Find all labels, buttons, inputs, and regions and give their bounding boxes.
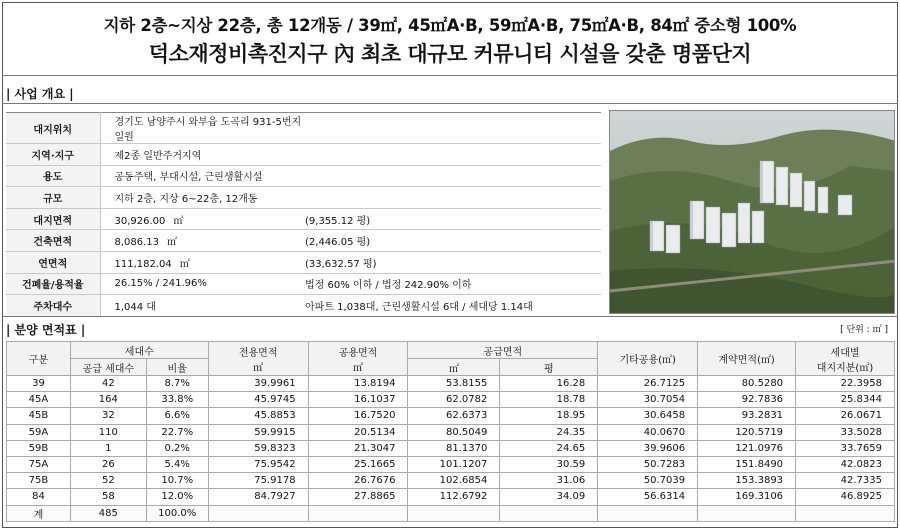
header-title: 덕소재정비촉진지구 內 최초 대규모 커뮤니티 시설을 갖춘 명품단지 <box>148 42 752 66</box>
overview-note <box>305 165 601 187</box>
table-cell: 485 <box>70 505 146 521</box>
table-cell: 40.0670 <box>598 424 698 440</box>
table-cell: 84 <box>7 489 71 505</box>
table-cell: 151.8490 <box>698 456 796 472</box>
overview-label: 건폐율/용적율 <box>6 273 100 295</box>
table-cell: 59A <box>7 424 71 440</box>
table-cell: 75.9178 <box>208 473 308 489</box>
table-cell: 27.8865 <box>308 489 408 505</box>
table-cell: 20.5134 <box>308 424 408 440</box>
overview-label: 대지위치 <box>6 113 100 144</box>
table-cell: 84.7927 <box>208 489 308 505</box>
complex-aerial-image <box>609 110 895 314</box>
table-cell: 16.1037 <box>308 392 408 408</box>
overview-note: (2,446.05 평) <box>305 230 601 252</box>
header-subtitle: 지하 2층~지상 22층, 총 12개동 / 39㎡, 45㎡A·B, 59㎡A·B, 75㎡A·B, 84㎡ 중소형 100% <box>103 16 797 35</box>
table-row <box>7 408 895 424</box>
page-header <box>0 0 900 74</box>
table-cell: 59B <box>7 440 71 456</box>
overview-row <box>6 251 601 273</box>
table-cell: 30.59 <box>500 456 598 472</box>
area-title: | 분양 면적표 | <box>6 323 86 337</box>
table-cell: 75B <box>7 473 71 489</box>
table-cell: 120.5719 <box>698 424 796 440</box>
table-row <box>7 440 895 456</box>
table-cell: 33.5028 <box>796 424 895 440</box>
table-cell: 102.6854 <box>408 473 500 489</box>
table-cell: 6.6% <box>146 408 208 424</box>
table-row <box>7 376 895 392</box>
table-cell: 112.6792 <box>408 489 500 505</box>
table-cell: 75A <box>7 456 71 472</box>
table-cell: 80.5280 <box>698 376 796 392</box>
table-cell: 39.9606 <box>598 440 698 456</box>
table-cell: 26.7676 <box>308 473 408 489</box>
table-cell: 계 <box>7 505 71 521</box>
table-row <box>7 489 895 505</box>
table-cell: 25.8344 <box>796 392 895 408</box>
table-cell: 30.7054 <box>598 392 698 408</box>
table-cell: 46.8925 <box>796 489 895 505</box>
table-cell: 45B <box>7 408 71 424</box>
col-contract: 계약면적(㎡) <box>698 342 796 376</box>
table-total-row <box>7 505 895 521</box>
table-cell: 34.09 <box>500 489 598 505</box>
overview-value: 111,182.04 ㎡ <box>100 251 305 273</box>
overview-value: 공동주택, 부대시설, 근린생활시설 <box>100 165 305 187</box>
table-cell: 164 <box>70 392 146 408</box>
table-cell: 39.9961 <box>208 376 308 392</box>
col-ratio: 비율 <box>146 359 208 376</box>
col-supply-households: 공급 세대수 <box>70 359 146 376</box>
table-cell: 62.0782 <box>408 392 500 408</box>
overview-row <box>6 113 601 144</box>
table-cell: 53.8155 <box>408 376 500 392</box>
table-cell: 33.7659 <box>796 440 895 456</box>
table-cell: 81.1370 <box>408 440 500 456</box>
table-cell: 121.0976 <box>698 440 796 456</box>
overview-row <box>6 273 601 295</box>
overview-value: 경기도 남양주시 와부읍 도곡리 931-5번지 일원 <box>100 113 305 144</box>
table-cell: 25.1665 <box>308 456 408 472</box>
overview-note <box>305 113 601 144</box>
table-cell: 26 <box>70 456 146 472</box>
table-cell: 59.9915 <box>208 424 308 440</box>
table-cell: 100.0% <box>146 505 208 521</box>
table-row <box>7 456 895 472</box>
table-cell: 92.7836 <box>698 392 796 408</box>
col-supply: 공급면적 <box>408 342 598 359</box>
table-cell: 93.2831 <box>698 408 796 424</box>
overview-note: 법정 60% 이하 / 법정 242.90% 이하 <box>305 273 601 295</box>
overview-value: 8,086.13 ㎡ <box>100 230 305 252</box>
col-common: 공용면적 ㎡ <box>308 342 408 376</box>
overview-row <box>6 230 601 252</box>
table-cell: 24.65 <box>500 440 598 456</box>
overview-row <box>6 165 601 187</box>
overview-label: 건축면적 <box>6 230 100 252</box>
overview-note <box>305 144 601 166</box>
table-cell: 18.95 <box>500 408 598 424</box>
col-type: 구분 <box>7 342 71 376</box>
table-cell: 153.3893 <box>698 473 796 489</box>
table-row <box>7 392 895 408</box>
table-cell: 16.7520 <box>308 408 408 424</box>
overview-note <box>305 187 601 209</box>
divider <box>2 316 898 317</box>
table-cell: 59.8323 <box>208 440 308 456</box>
overview-label: 규모 <box>6 187 100 209</box>
table-cell: 12.0% <box>146 489 208 505</box>
table-cell: 80.5049 <box>408 424 500 440</box>
table-cell: 5.4% <box>146 456 208 472</box>
table-cell: 33.8% <box>146 392 208 408</box>
table-row <box>7 473 895 489</box>
table-cell: 1 <box>70 440 146 456</box>
table-cell: 30.6458 <box>598 408 698 424</box>
divider <box>2 75 898 76</box>
overview-title: | 사업 개요 | <box>6 87 74 101</box>
table-cell: 18.78 <box>500 392 598 408</box>
unit-label: [ 단위 : ㎡ ] <box>840 325 888 335</box>
table-cell: 50.7039 <box>598 473 698 489</box>
overview-unit: ㎡ <box>167 237 178 249</box>
overview-row <box>6 187 601 209</box>
overview-unit: ㎡ <box>173 215 184 227</box>
col-other: 기타공용(㎡) <box>598 342 698 376</box>
overview-label: 용도 <box>6 165 100 187</box>
table-cell: 10.7% <box>146 473 208 489</box>
table-cell: 169.3106 <box>698 489 796 505</box>
table-cell: 32 <box>70 408 146 424</box>
table-cell: 45A <box>7 392 71 408</box>
table-cell: 21.3047 <box>308 440 408 456</box>
overview-row <box>6 208 601 230</box>
table-cell: 16.28 <box>500 376 598 392</box>
overview-note: (9,355.12 평) <box>305 208 601 230</box>
table-cell: 13.8194 <box>308 376 408 392</box>
overview-label: 연면적 <box>6 251 100 273</box>
area-table <box>6 341 895 522</box>
col-land: 세대별 대지지분(㎡) <box>796 342 895 376</box>
table-cell: 75.9542 <box>208 456 308 472</box>
col-supply-m2: ㎡ <box>408 359 500 376</box>
col-exclusive: 전용면적 ㎡ <box>208 342 308 376</box>
table-cell: 62.6373 <box>408 408 500 424</box>
table-cell: 24.35 <box>500 424 598 440</box>
table-cell: 45.9745 <box>208 392 308 408</box>
table-cell: 52 <box>70 473 146 489</box>
overview-label: 주차대수 <box>6 295 100 317</box>
table-cell: 26.0671 <box>796 408 895 424</box>
overview-note: (33,632.57 평) <box>305 251 601 273</box>
table-cell: 42 <box>70 376 146 392</box>
table-cell: 39 <box>7 376 71 392</box>
overview-value: 26.15% / 241.96% <box>100 273 305 295</box>
table-cell: 31.06 <box>500 473 598 489</box>
table-cell: 110 <box>70 424 146 440</box>
table-cell: 56.6314 <box>598 489 698 505</box>
col-households: 세대수 <box>70 342 208 359</box>
table-cell: 8.7% <box>146 376 208 392</box>
overview-note: 아파트 1,038대, 근린생활시설 6대 / 세대당 1.14대 <box>305 295 601 317</box>
overview-label: 대지면적 <box>6 208 100 230</box>
table-cell: 45.8853 <box>208 408 308 424</box>
overview-value: 1,044 대 <box>100 295 305 317</box>
table-cell: 42.0823 <box>796 456 895 472</box>
overview-row <box>6 295 601 317</box>
table-cell: 22.7% <box>146 424 208 440</box>
overview-value: 제2종 일반주거지역 <box>100 144 305 166</box>
table-cell: 58 <box>70 489 146 505</box>
table-cell: 101.1207 <box>408 456 500 472</box>
table-cell: 42.7335 <box>796 473 895 489</box>
table-cell: 50.7283 <box>598 456 698 472</box>
overview-label: 지역·지구 <box>6 144 100 166</box>
table-cell: 26.7125 <box>598 376 698 392</box>
overview-value: 지하 2층, 지상 6~22층, 12개동 <box>100 187 305 209</box>
overview-table <box>6 112 601 317</box>
overview-value: 30,926.00 ㎡ <box>100 208 305 230</box>
col-supply-py: 평 <box>500 359 598 376</box>
table-row <box>7 424 895 440</box>
overview-unit: ㎡ <box>179 258 190 270</box>
divider <box>2 103 898 104</box>
table-cell: 22.3958 <box>796 376 895 392</box>
overview-row <box>6 144 601 166</box>
table-cell: 0.2% <box>146 440 208 456</box>
